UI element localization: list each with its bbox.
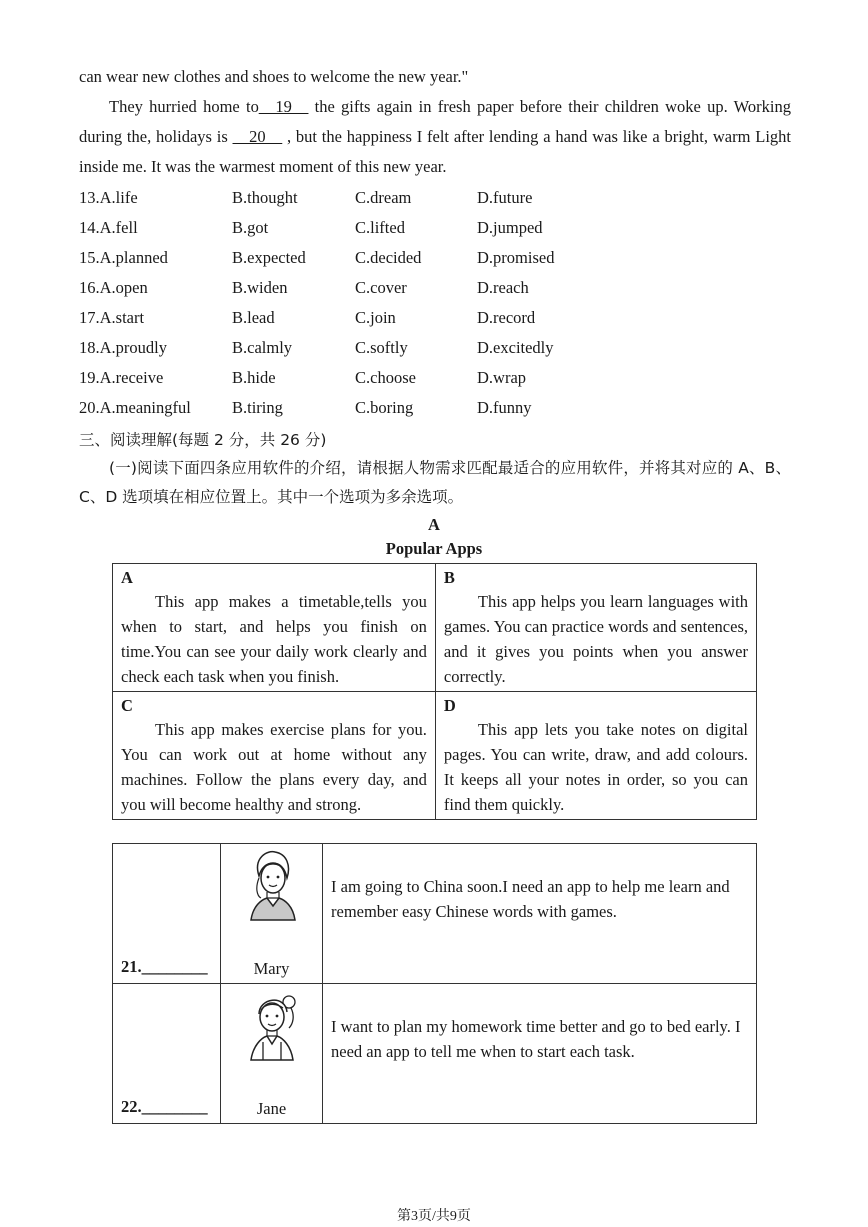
option-d: D.funny — [477, 398, 532, 417]
option-row — [79, 213, 791, 243]
option-a: 16.A.open — [79, 278, 148, 297]
app-cell-c — [113, 692, 436, 820]
person-name: Mary — [253, 959, 290, 978]
app-label: A — [121, 568, 133, 587]
portrait-cell — [221, 844, 323, 984]
option-d: D.excitedly — [477, 338, 554, 357]
option-row — [79, 243, 791, 273]
option-d: D.reach — [477, 278, 529, 297]
person-row — [113, 844, 757, 984]
option-b: B.expected — [232, 248, 306, 267]
app-label: D — [443, 696, 456, 715]
girl-portrait-icon — [245, 848, 299, 922]
passage-line: can wear new clothes and shoes to welcome the new year." — [79, 67, 469, 86]
app-cell-d — [435, 692, 756, 820]
section-title: 三、阅读理解(每题 2 分，共 26 分) — [79, 431, 327, 449]
option-c: C.boring — [355, 398, 414, 417]
option-d: D.future — [477, 188, 533, 207]
option-b: B.thought — [232, 188, 298, 207]
blank-19: __19__ — [258, 97, 309, 116]
app-label: C — [121, 696, 133, 715]
people-table — [112, 843, 757, 1124]
person-need: I am going to China soon.I need an app to help me learn and remember easy Chinese words with games. — [323, 844, 757, 984]
option-b: B.calmly — [232, 338, 293, 357]
part-letter: A — [428, 515, 440, 534]
passage-text: the gifts again in fresh paper before their children woke up. Working during the, holidays is — [79, 97, 792, 146]
option-a: 19.A.receive — [79, 368, 164, 387]
option-d: D.wrap — [477, 368, 527, 387]
portrait-cell — [221, 984, 323, 1124]
page-number: 第3页/共9页 — [397, 1209, 471, 1224]
app-description: This app helps you learn languages with games. You can practice words and sentences, and it gives you points when you answer correctly. — [443, 592, 748, 686]
option-a: 14.A.fell — [79, 218, 138, 237]
option-a: 15.A.planned — [79, 248, 168, 267]
apps-row — [113, 564, 757, 692]
option-row — [79, 333, 791, 363]
option-c: C.lifted — [355, 218, 405, 237]
answer-blank-21[interactable]: 21.________ — [121, 957, 208, 976]
person-need: I want to plan my homework time better and go to bed early. I need an app to tell me when to start each task. — [323, 984, 757, 1124]
option-a: 13.A.life — [79, 188, 138, 207]
option-c: C.cover — [355, 278, 407, 297]
option-c: C.softly — [355, 338, 408, 357]
option-a: 17.A.start — [79, 308, 145, 327]
app-label: B — [443, 568, 455, 587]
option-row — [79, 393, 791, 423]
option-row — [79, 273, 791, 303]
app-cell-b — [435, 564, 756, 692]
apps-row — [113, 692, 757, 820]
passage-text: , but the happiness I felt after lending a hand was like a bright, warm Light inside me. It was the warmest moment of this new year. — [79, 127, 791, 176]
person-row — [113, 984, 757, 1124]
option-c: C.choose — [355, 368, 416, 387]
passage-text: They hurried home to — [109, 97, 259, 116]
option-c: C.join — [355, 308, 396, 327]
option-b: B.hide — [232, 368, 276, 387]
answer-cell — [113, 844, 221, 984]
option-row — [79, 363, 791, 393]
passage-paragraph — [79, 92, 791, 182]
apps-table — [112, 563, 757, 820]
section-instruction: (一)阅读下面四条应用软件的介绍，请根据人物需求匹配最适合的应用软件，并将其对应的 A、B、C、D 选项填在相应位置上。其中一个选项为多余选项。 — [79, 459, 791, 506]
answer-cell — [113, 984, 221, 1124]
option-c: C.decided — [355, 248, 422, 267]
option-d: D.jumped — [477, 218, 543, 237]
app-cell-a — [113, 564, 436, 692]
app-description: This app makes a timetable,tells you when to start, and helps you finish on time.You can see your daily work clearly and check each task when you finish. — [121, 592, 427, 686]
option-b: B.lead — [232, 308, 275, 327]
app-description: This app makes exercise plans for you. You can work out at home without any machines. Follow the plans every day, and you will become healthy and strong. — [121, 720, 427, 814]
option-c: C.dream — [355, 188, 412, 207]
app-description: This app lets you take notes on digital pages. You can write, draw, and add colours. It keeps all your notes in order, so you can find them quickly. — [443, 720, 748, 814]
apps-heading: Popular Apps — [385, 539, 483, 558]
option-row — [79, 183, 791, 213]
option-a: 18.A.proudly — [79, 338, 167, 357]
option-d: D.promised — [477, 248, 555, 267]
person-name: Jane — [256, 1099, 287, 1118]
option-d: D.record — [477, 308, 536, 327]
option-b: B.widen — [232, 278, 288, 297]
option-b: B.got — [232, 218, 269, 237]
option-a: 20.A.meaningful — [79, 398, 191, 417]
option-row — [79, 303, 791, 333]
answer-blank-22[interactable]: 22.________ — [121, 1097, 208, 1116]
blank-20: __20__ — [232, 127, 283, 146]
girl-portrait-icon — [245, 988, 299, 1062]
option-b: B.tiring — [232, 398, 283, 417]
